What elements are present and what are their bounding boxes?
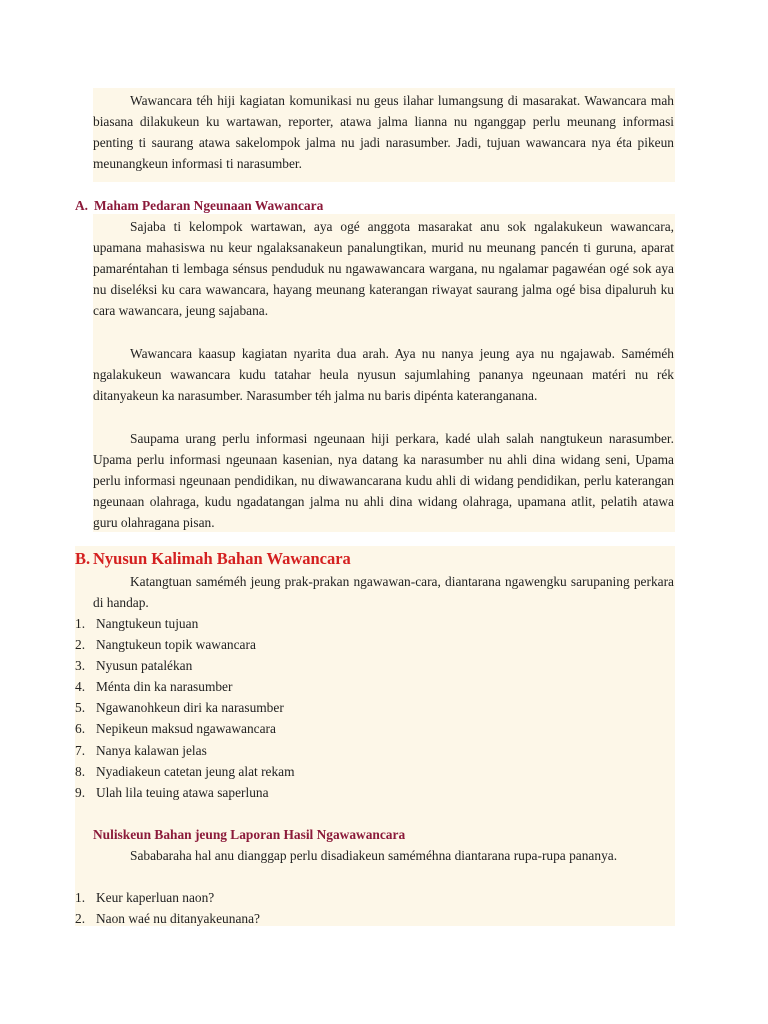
section-b-intro: Katangtuan saméméh jeung prak-prakan ngawawan-cara, diantarana ngawengku sarupaning perkara di handap. [93,574,674,611]
section-b-list [75,613,295,803]
section-a-heading [75,195,323,216]
section-a-paragraph-3: Saupama urang perlu informasi ngeunaan hiji perkara, kadé ulah salah nangtukeun narasumber. Upama perlu informasi ngeunaan kasenian, nya datang ka narasumber nu ahli dina widang seni, Upama perlu informasi ngeunaan pendidikan, nu diwawancarana kudu ahli di widang pendidikan, perlu katerangan ngeunaan olahraga, kudu ngadatangan jalma nu ahli dina widang olahraga, upamana atlit, pelatih atawa guru olahragana pisan. [93,431,674,531]
intro-paragraph: Wawancara téh hiji kagiatan komunikasi nu geus ilahar lumangsung di masarakat. Wawancara mah biasana dilakukeun ku wartawan, reporter, atawa jalma lianna nu nganggap perlu meunang informasi penting ti saurang atawa sakelompok jalma nu jadi narasumber. Jadi, tujuan wawancara nya éta pikeun meunangkeun informasi ti narasumber. [93,93,674,172]
list-item: 7. Nanya kalawan jelas [75,742,207,758]
list-item: 2. Nangtukeun topik wawancara [75,637,256,653]
section-a-paragraph-1: Sajaba ti kelompok wartawan, aya ogé anggota masarakat anu sok ngalakukeun wawancara, upamana mahasiswa nu keur ngalaksanakeun panalungtikan, murid nu meunang pancén ti guruna, aparat pamaréntahan ti lembaga sénsus penduduk nu ngawawancara wargana, nu ngalamar pagawéan ogé sok aya nu diseléksi ku cara wawancara, hayang meunang katerangan riwayat saurang jalma ogé bisa dipaluruh ku cara wawancara, jeung sajabana. [93,219,674,319]
list-item: 2. Naon waé nu ditanyakeunana? [75,911,260,927]
section-c-intro: Sababaraha hal anu dianggap perlu disadiakeun saméméhna diantarana rupa-rupa pananya. [130,848,618,863]
section-b-heading [75,548,351,569]
list-item: 3. Nyusun patalékan [75,658,193,674]
section-a-number: A. [75,198,89,213]
list-item: 1. Keur kaperluan naon? [75,890,215,905]
section-c-list [75,887,260,929]
section-b-number: B. [75,549,91,568]
list-item: 5. Ngawanohkeun diri ka narasumber [75,700,284,716]
section-b-title: Nyusun Kalimah Bahan Wawancara [93,549,351,568]
section-c-heading: Nuliskeun Bahan jeung Laporan Hasil Ngawawancara [93,827,406,842]
list-item: 8. Nyadiakeun catetan jeung alat rekam [75,763,295,779]
list-item: 4. Ménta din ka narasumber [75,679,233,695]
list-item: 6. Nepikeun maksud ngawawancara [75,721,276,737]
section-a-paragraph-2: Wawancara kaasup kagiatan nyarita dua arah. Aya nu nanya jeung aya nu ngajawab. Saméméh ngalakukeun wawancara kudu tatahar heula nyusun sajumlahing pananya ngeunaan matéri nu rék ditanyakeun ka narasumber. Narasumber téh jalma nu baris dipénta kateranganana. [93,346,674,404]
list-item: 9. Ulah lila teuing atawa saperluna [75,784,269,800]
list-item: 1. Nangtukeun tujuan [75,616,199,631]
section-a-title: Maham Pedaran Ngeunaan Wawancara [94,198,324,213]
